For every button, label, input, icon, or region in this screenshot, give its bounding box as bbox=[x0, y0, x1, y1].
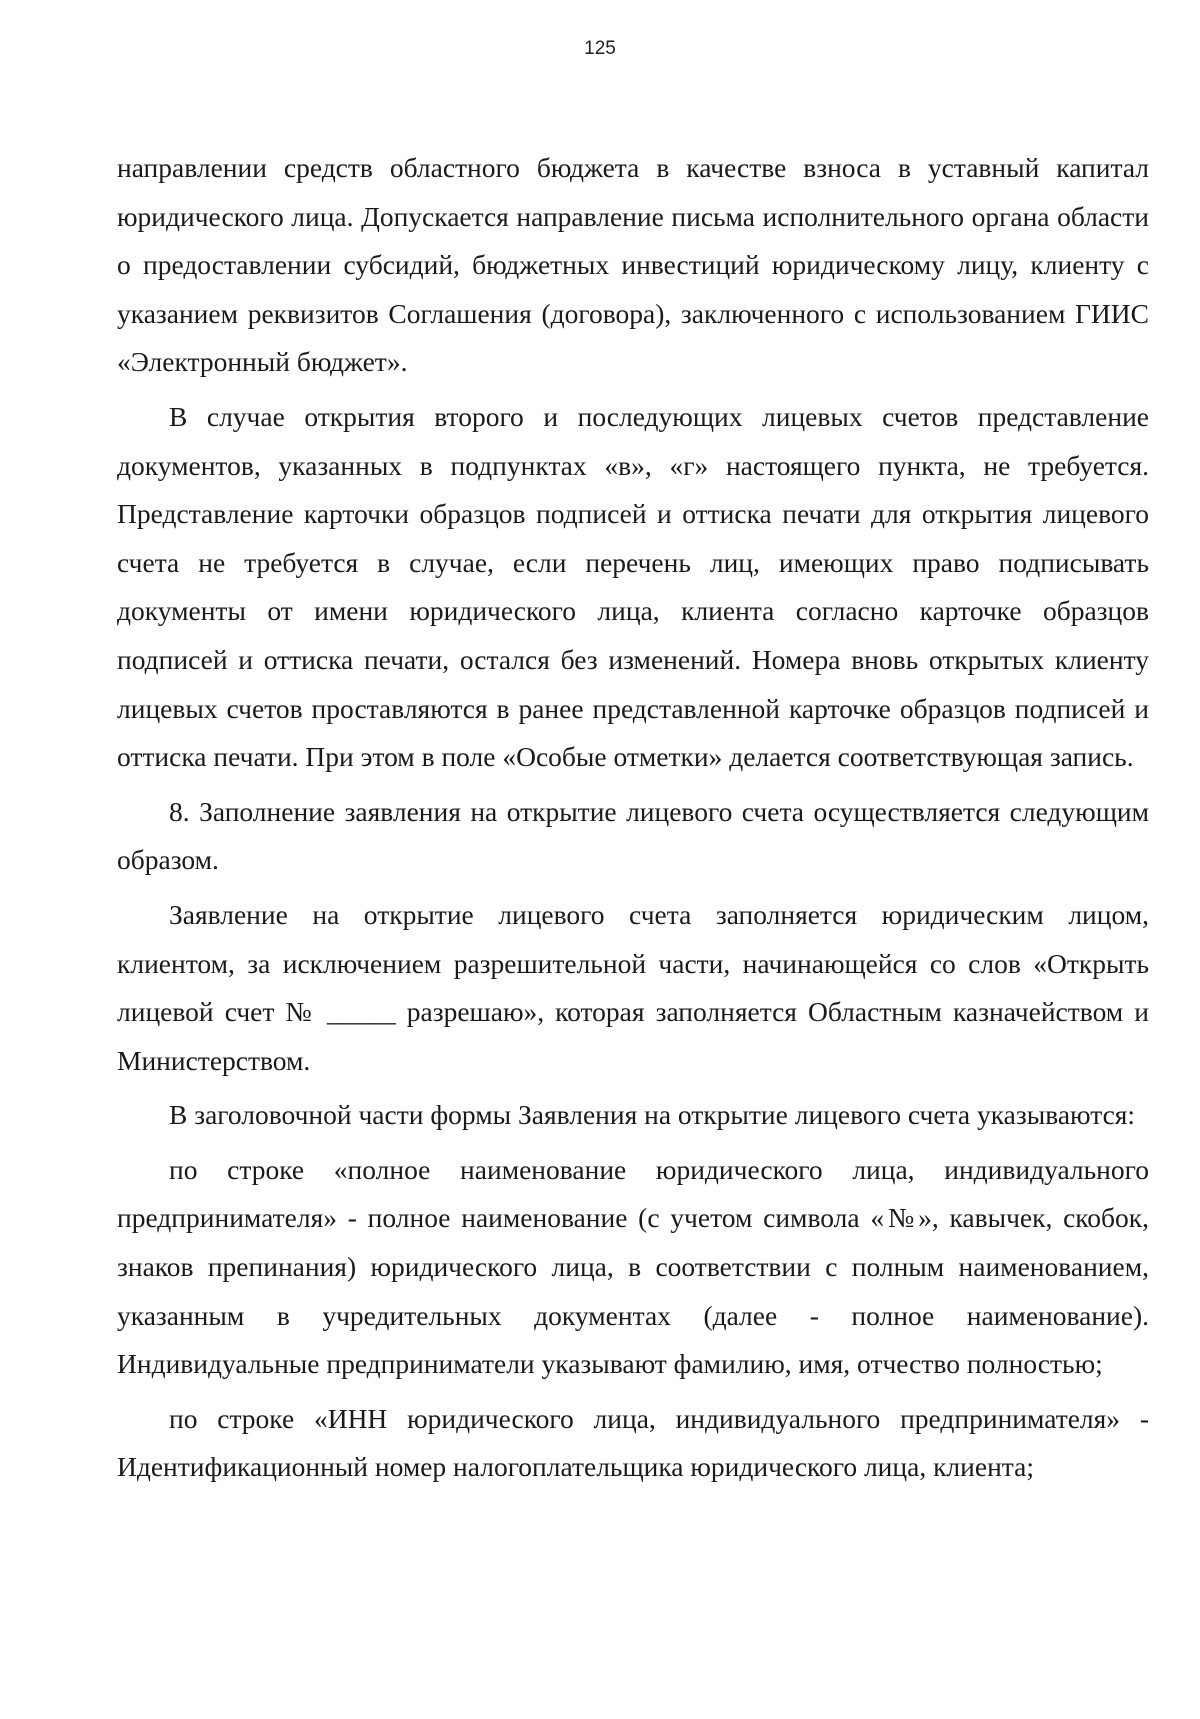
paragraph-application-filling: Заявление на открытие лицевого счета заполняется юридическим лицом, клиентом, за исключением разрешительной части, начинающейся со слов «Открыть лицевой счет № _____ разрешаю», которая заполняется Областным казначейством и Министерством. bbox=[117, 898, 1149, 1076]
paragraph-item-8: 8. Заполнение заявления на открытие лицевого счета осуществляется следующим образом. bbox=[117, 795, 1149, 876]
paragraph-inn-line: по строке «ИНН юридического лица, индивидуального предпринимателя» - Идентификационный номер налогоплательщика юридического лица, клиента; bbox=[117, 1402, 1149, 1483]
paragraph-second-accounts: В случае открытия второго и последующих лицевых счетов представление документов, указанных в подпунктах «в», «г» настоящего пункта, не требуется. Представление карточки образцов подписей и оттиска печати для открытия лицевого счета не требуется в случае, если перечень лиц, имеющих право подписывать документы от имени юридического лица, клиента согласно карточке образцов подписей и оттиска печати, остался без изменений. Номера вновь открытых клиенту лицевых счетов проставляются в ранее представленной карточке образцов подписей и оттиска печати. При этом в поле «Особые отметки» делается соответствующая запись. bbox=[117, 400, 1149, 773]
document-body bbox=[117, 144, 1149, 1492]
paragraph-header-part: В заголовочной части формы Заявления на открытие лицевого счета указываются: bbox=[169, 1099, 1136, 1131]
paragraph-full-name-line: по строке «полное наименование юридического лица, индивидуального предпринимателя» - полное наименование (с учетом символа «№», кавычек, скобок, знаков препинания) юридического лица, в соответствии с полным наименованием, указанным в учредительных документах (далее - полное наименование). Индивидуальные предприниматели указывают фамилию, имя, отчество полностью; bbox=[117, 1153, 1149, 1380]
page-number: 125 bbox=[584, 38, 616, 59]
paragraph-continuation: направлении средств областного бюджета в качестве взноса в уставный капитал юридического лица. Допускается направление письма исполнительного органа области о предоставлении субсидий, бюджетных инвестиций юридическому лицу, клиенту с указанием реквизитов Соглашения (договора), заключенного с использованием ГИИС «Электронный бюджет». bbox=[117, 152, 1149, 378]
